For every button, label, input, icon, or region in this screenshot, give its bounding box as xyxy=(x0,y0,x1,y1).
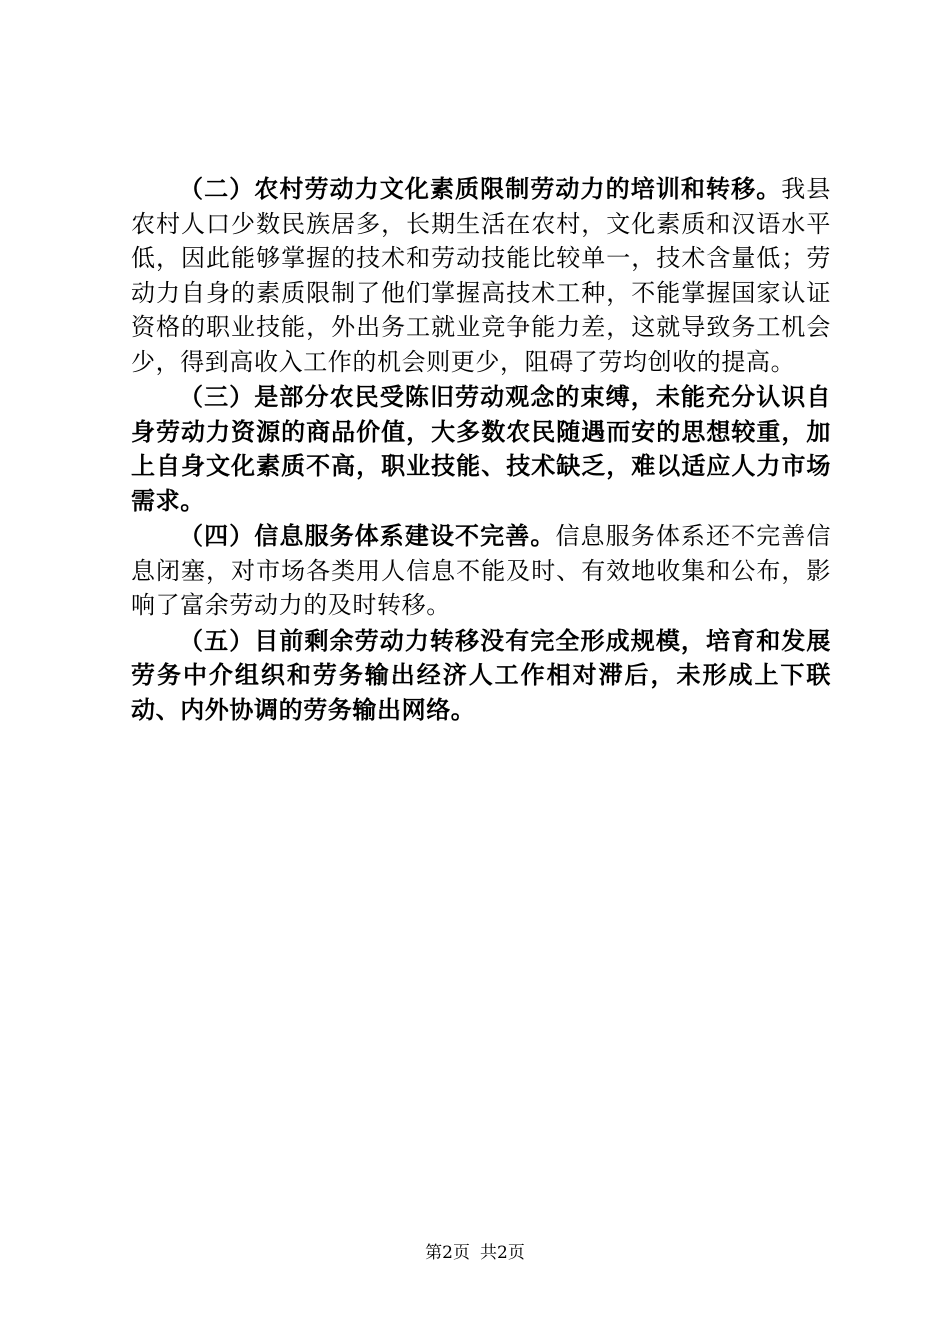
paragraph-text: 信息服务体系还不完善信息闭塞，对市场各类用人信息不能及时、有效地收集和公布，影响了富余劳动力的及时转移。 xyxy=(131,522,831,619)
paragraph-labor-concepts: （三）是部分农民受陈旧劳动观念的束缚，未能充分认识自身劳动力资源的商品价值，大多数农民随遇而安的思想较重，加上自身文化素质不高，职业技能、技术缺乏，难以适应人力市场需求。 xyxy=(131,382,831,515)
page-footer xyxy=(0,1241,950,1265)
paragraph-rural-labor-quality xyxy=(131,172,831,379)
paragraph-heading: （四）信息服务体系建设不完善。 xyxy=(179,521,556,550)
page-number-current: 第2页 xyxy=(425,1243,470,1263)
document-body xyxy=(131,172,831,727)
paragraph-heading: （二）农村劳动力文化素质限制劳动力的培训和转移。 xyxy=(179,174,782,203)
paragraph-text: 我县农村人口少数民族居多，长期生活在农村，文化素质和汉语水平低，因此能够掌握的技术和劳动技能比较单一，技术含量低；劳动力自身的素质限制了他们掌握高技术工种，不能掌握国家认证资格的职业技能，外出务工就业竞争能力差，这就导致务工机会少，得到高收入工作的机会则更少，阻碍了劳均创收的提高。 xyxy=(131,175,831,376)
page-number-total: 共2页 xyxy=(480,1243,525,1263)
paragraph-labor-transfer-scale: （五）目前剩余劳动力转移没有完全形成规模，培育和发展劳务中介组织和劳务输出经济人工作相对滞后，未形成上下联动、内外协调的劳务输出网络。 xyxy=(131,625,831,724)
paragraph-information-service xyxy=(131,519,831,623)
